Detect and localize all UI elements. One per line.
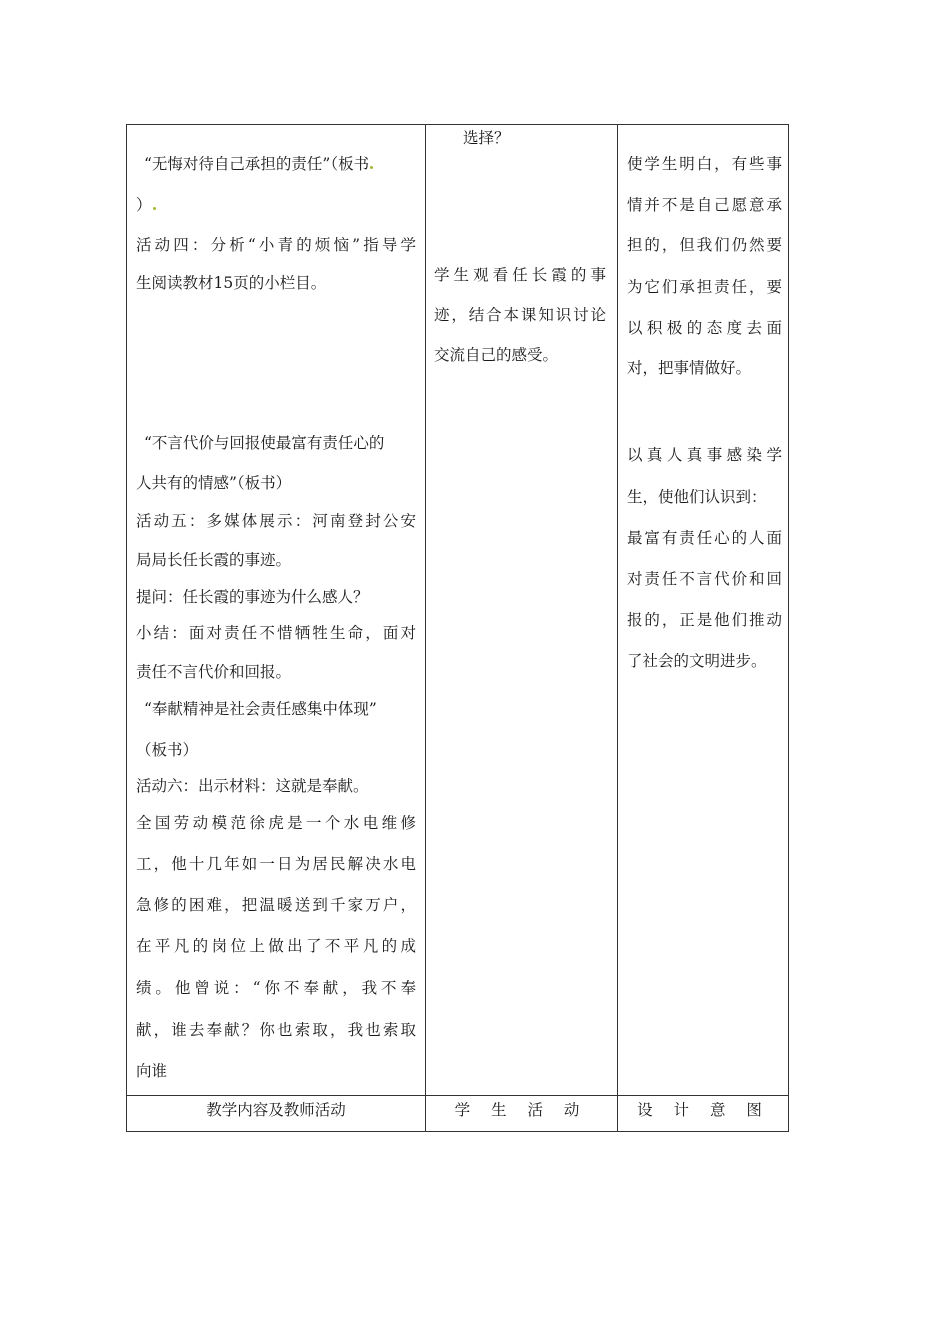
text-line: 急修的困难，把温暖送到千家万户， (136, 896, 416, 914)
text-line: 生阅读教材15页的小栏目。 (136, 274, 327, 292)
text-line: “无悔对待自己承担的责任”（板书 (144, 154, 373, 174)
footer-divider (127, 1095, 788, 1096)
text-line: （板书） (136, 741, 199, 759)
text-line: 以真人真事感染学 (627, 446, 782, 464)
text-line: 以积极的态度去面 (627, 319, 782, 337)
lesson-plan-table (126, 124, 789, 1132)
text-line: 绩。他曾说：“你不奉献，我不奉 (136, 979, 416, 997)
text-line: “奉献精神是社会责任感集中体现” (144, 700, 377, 718)
text-line: 选择？ (463, 129, 510, 147)
annotation-mark (370, 166, 373, 169)
text-line: 担的，但我们仍然要 (627, 236, 782, 254)
text-line: 交流自己的感受。 (434, 346, 559, 364)
text-line: 了社会的文明进步。 (627, 652, 767, 670)
text-line: 最富有责任心的人面 (627, 529, 782, 547)
text-line: 工，他十几年如一日为居民解决水电 (136, 855, 416, 873)
text-line: 生，使他们认识到： (627, 488, 767, 506)
annotation-mark (153, 207, 156, 210)
text-line: “不言代价与回报使最富有责任心的 (144, 434, 385, 452)
text-line: 活动四：分析“小青的烦恼”指导学 (136, 236, 416, 254)
text-line: 向谁 (136, 1062, 168, 1080)
text-line: 对责任不言代价和回 (627, 570, 782, 588)
text-line: 对，把事情做好。 (627, 359, 752, 377)
text-line: 情并不是自己愿意承 (627, 196, 782, 214)
text-line: 献，谁去奉献？你也索取，我也索取 (136, 1021, 416, 1039)
footer-teacher-activity-header: 教学内容及教师活动 (206, 1101, 346, 1119)
text-line: 人共有的情感”（板书） (136, 474, 292, 492)
text-line: 在平凡的岗位上做出了不平凡的成 (136, 937, 416, 955)
text-line: 全国劳动模范徐虎是一个水电维修 (136, 814, 416, 832)
column-divider-1 (425, 125, 426, 1131)
text-line: 为它们承担责任，要 (627, 278, 782, 296)
text-line: 迹，结合本课知识讨论 (434, 306, 606, 324)
text-line: 小结：面对责任不惜牺牲生命，面对 (136, 624, 416, 642)
text-line: 活动五：多媒体展示：河南登封公安 (136, 512, 416, 530)
footer-design-intent-header: 设 计 意 图 (637, 1101, 770, 1119)
footer-student-activity-header: 学 生 活 动 (454, 1101, 588, 1119)
text-line: 责任不言代价和回报。 (136, 663, 292, 681)
text-line: 局局长任长霞的事迹。 (136, 551, 292, 569)
text-line: 学生观看任长霞的事 (434, 266, 606, 284)
text-line: ） (136, 195, 156, 215)
text-line: 活动六：出示材料：这就是奉献。 (136, 777, 369, 795)
text-line: 提问：任长霞的事迹为什么感人？ (136, 588, 369, 606)
column-divider-2 (617, 125, 618, 1131)
text-line: 报的，正是他们推动 (627, 611, 782, 629)
text-line: 使学生明白，有些事 (627, 155, 782, 173)
